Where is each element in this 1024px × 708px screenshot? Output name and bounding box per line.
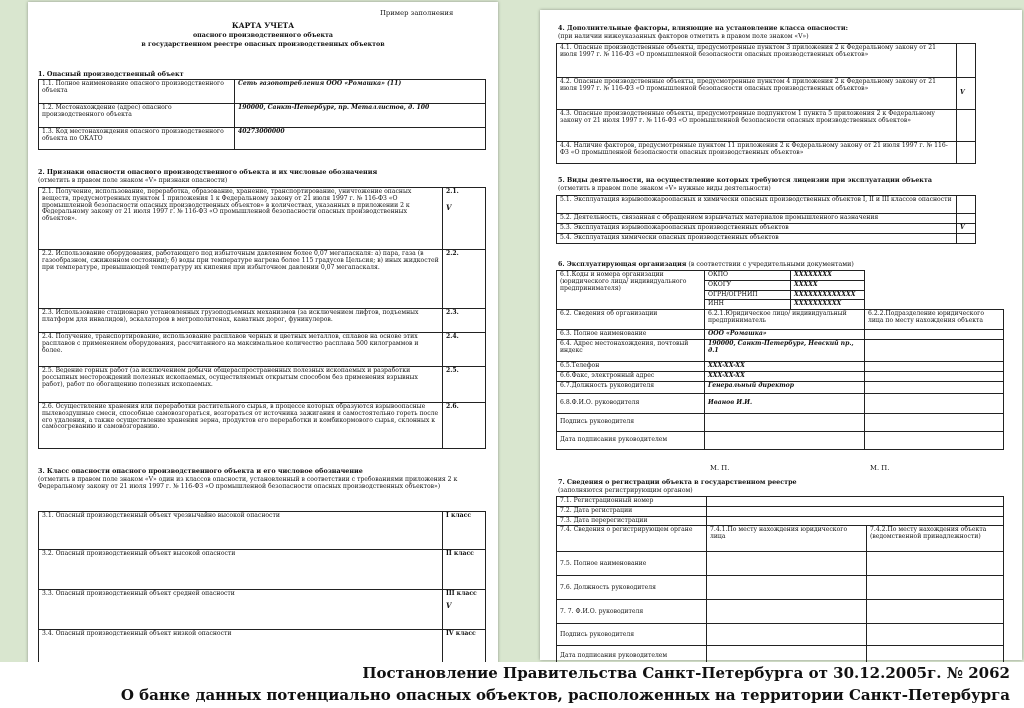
class-cell xyxy=(443,630,486,666)
table-row xyxy=(557,372,1004,382)
code-value: XXXXXXXXXX xyxy=(791,300,865,310)
table-row xyxy=(557,576,1004,600)
section-2-table xyxy=(38,187,486,449)
table-row xyxy=(39,550,486,590)
section-6-title: 6. Эксплуатирующая организация xyxy=(558,261,687,268)
factor-text: 4.1. Опасные производственные объекты, предусмотренные пунктом 3 приложения 2 к Федеральному закону от 21 июля 1997 г. № 116-ФЗ «О промышленной безопасности опасных производственных объектов» xyxy=(557,44,957,78)
section-4-sub: (при наличии нижеуказанных факторов отметить в правом поле знаком «V») xyxy=(558,33,809,40)
reg-row-value xyxy=(707,516,1004,526)
reg-org-label: 7.4. Сведения о регистрирующем органе xyxy=(557,526,707,552)
factor-mark xyxy=(957,44,976,78)
hazard-mark: V xyxy=(446,202,452,212)
code-name: ОКПО xyxy=(705,271,791,281)
table-row xyxy=(39,250,486,309)
org-col-1: 6.2.1.Юридическое лицо/ индивидуальный предприниматель xyxy=(705,310,865,330)
hazard-code: 2.3. xyxy=(446,309,459,316)
reg-row-label: 7.2. Дата регистрации xyxy=(557,506,707,516)
org-row-label: 6.7.Должность руководителя xyxy=(557,382,705,394)
reg-row-value xyxy=(707,576,867,600)
org-row-label: Дата подписания руководителем xyxy=(557,432,705,450)
section-2-heading: 2. Признаки опасности опасного производственного объекта и их числовые обозначения xyxy=(38,168,378,176)
factor-mark xyxy=(957,142,976,164)
table-row xyxy=(39,512,486,550)
hazard-code-cell xyxy=(443,309,486,333)
activity-mark xyxy=(957,214,976,224)
table-row xyxy=(557,44,976,78)
org-row-value: Генеральный директор xyxy=(705,382,865,394)
row-label: 1.1. Полное наименование опасного производственного объекта xyxy=(39,80,235,104)
code-name: ИНН xyxy=(705,300,791,310)
sample-label: Пример заполнения xyxy=(380,9,454,17)
reg-row-value xyxy=(867,600,1004,624)
section-3-table xyxy=(38,511,486,666)
hazard-text: 2.6. Осуществление хранения или переработки растительного сырья, в процессе которых образуются взрывоопасные пылевоздушные смеси, способные самовозгораться, возгораться от источника зажигания и самостоятельно гореть после его удаления, а также осуществление хранения зерна, продуктов его переработки и комбикормового сырья, склонных к самосогреванию и самовозгоранию. xyxy=(39,403,443,449)
class-name: III класс xyxy=(446,590,477,597)
hazard-code: 2.4. xyxy=(446,333,459,340)
table-row xyxy=(39,403,486,449)
table-row xyxy=(39,188,486,250)
hazard-text: 2.2. Использование оборудования, работающего под избыточным давлением более 0,07 мегапаскаля: а) пара, газа (в газообразном, сжиженном состоянии); б) воды при температуре нагрева более 115 градусов Цельсия; в) иных жидкостей при температуре, превышающей температуру их кипения при избыточном давлении 0,07 мегапаскаля. xyxy=(39,250,443,309)
card-subtitle-1: опасного производственного объекта xyxy=(192,32,333,39)
okato-value: 40273000000 xyxy=(235,128,486,150)
table-row xyxy=(39,333,486,367)
code-value: XXXXX xyxy=(791,280,865,290)
table-row xyxy=(557,330,1004,340)
table-row xyxy=(39,80,486,104)
section-5-heading: 5. Виды деятельности, на осуществление которых требуются лицензии при эксплуатации объекта xyxy=(558,176,933,184)
org-row-blank xyxy=(865,340,1004,362)
table-row xyxy=(39,128,486,150)
factor-text: 4.3. Опасные производственные объекты, предусмотренные подпунктом 1 пункта 5 приложения 2 к Федеральному закону от 21 июля 1997 г. № 116-ФЗ «О промышленной безопасности опасных производственных объектов» xyxy=(557,110,957,142)
class-cell xyxy=(443,590,486,630)
org-row-value: XXX-XX-XX xyxy=(705,362,865,372)
org-row-value: XXX-XX-XX xyxy=(705,372,865,382)
section-3-sub: (отметить в правом поле знаком «V» один из классов опасности, установленный в соответствии с требованиями приложения 2 к Федеральному закону от 21 июля 1997 г. № 116-ФЗ «О промышленной безопасности опасных производственных объектов») xyxy=(38,476,458,490)
reg-row-value xyxy=(707,600,867,624)
class-text: 3.1. Опасный производственный объект чрезвычайно высокой опасности xyxy=(39,512,443,550)
activity-mark xyxy=(957,196,976,214)
table-row xyxy=(557,624,1004,646)
hazard-text: 2.3. Использование стационарно установленных грузоподъемных механизмов (за исключением лифтов, подъемных платформ для инвалидов), эскалаторов в метрополитенах, канатных дорог, фуникулеров. xyxy=(39,309,443,333)
table-row xyxy=(557,214,976,224)
org-row-label: 6.3. Полное наименование xyxy=(557,330,705,340)
org-row-blank xyxy=(865,414,1004,432)
org-row-blank xyxy=(865,394,1004,414)
section-5-sub: (отметить в правом поле знаком «V» нужные виды деятельности) xyxy=(558,185,771,192)
code-name: ОКОГУ xyxy=(705,280,791,290)
section-6-heading xyxy=(558,261,854,268)
table-row xyxy=(557,506,1004,516)
org-row-label: 6.8.Ф.И.О. руководителя xyxy=(557,394,705,414)
section-4-table xyxy=(556,43,976,164)
hazard-text: 2.4. Получение, транспортирование, использование расплавов черных и цветных металлов, сплавов на основе этих расплавов с применением оборудования, рассчитанного на максимальное количество расплава 500 килограммов и более. xyxy=(39,333,443,367)
org-label: 6.2. Сведения об организации xyxy=(557,310,705,330)
reg-row-label: 7.3. Дата перерегистрации xyxy=(557,516,707,526)
table-row xyxy=(557,516,1004,526)
section-5-table xyxy=(556,195,976,244)
section-7-heading: 7. Сведения о регистрации объекта в государственном реестре xyxy=(558,478,797,486)
org-row-value xyxy=(705,432,865,450)
factor-text: 4.2. Опасные производственные объекты, предусмотренные пунктом 4 приложения 2 к Федеральному закону от 21 июля 1997 г. № 116-ФЗ «О промышленной безопасности опасных производственных объектов» xyxy=(557,78,957,110)
reg-row-value xyxy=(707,497,1004,507)
table-row xyxy=(557,526,1004,552)
table-row xyxy=(557,340,1004,362)
hazard-code: 2.5. xyxy=(446,367,459,374)
table-row xyxy=(39,309,486,333)
class-name: II класс xyxy=(446,550,474,557)
table-row xyxy=(557,600,1004,624)
section-6-note: (в соответствии с учредительными документами) xyxy=(686,261,854,268)
reg-org-col-1: 7.4.1.По месту нахождения юридического лица xyxy=(707,526,867,552)
reg-row-value xyxy=(867,624,1004,646)
org-row-blank xyxy=(865,372,1004,382)
table-row xyxy=(557,497,1004,507)
table-row xyxy=(39,104,486,128)
code-value: XXXXXXXX xyxy=(791,271,865,281)
section-6-table xyxy=(556,270,1004,450)
org-row-label: Подпись руководителя xyxy=(557,414,705,432)
org-row-value: ООО «Ромашка» xyxy=(705,330,865,340)
object-address-value: 190000, Санкт-Петербург, пр. Металлистов, д. 100 xyxy=(235,104,486,128)
activity-text: 5.1. Эксплуатация взрывопожароопасных и химически опасных производственных объектов I, II и III классов опасности xyxy=(557,196,957,214)
org-row-blank xyxy=(865,330,1004,340)
row-label: 1.3. Код местонахождения опасного производственного объекта по ОКАТО xyxy=(39,128,235,150)
reg-row-value xyxy=(867,552,1004,576)
hazard-code-cell xyxy=(443,333,486,367)
reg-row-label: Дата подписания руководителем xyxy=(557,646,707,666)
section-1-table xyxy=(38,79,486,150)
class-text: 3.4. Опасный производственный объект низкой опасности xyxy=(39,630,443,666)
table-row xyxy=(557,362,1004,372)
footer-line-1: Постановление Правительства Санкт-Петербурга от 30.12.2005г. № 2062 xyxy=(362,664,1010,682)
card-subtitle-2: в государственном реестре опасных производственных объектов xyxy=(141,41,385,48)
org-row-label: 6.5.Телефон xyxy=(557,362,705,372)
table-row xyxy=(557,271,1004,281)
class-cell xyxy=(443,550,486,590)
org-col-2: 6.2.2.Подразделение юридического лица по месту нахождения объекта xyxy=(865,310,1004,330)
hazard-code: 2.2. xyxy=(446,250,459,257)
hazard-code-cell xyxy=(443,250,486,309)
reg-row-label: Подпись руководителя xyxy=(557,624,707,646)
object-name-value: Сеть газопотребления ООО «Ромашка» (11) xyxy=(235,80,486,104)
left-page xyxy=(28,2,498,664)
org-row-blank xyxy=(865,432,1004,450)
card-title: КАРТА УЧЕТА xyxy=(231,21,295,30)
reg-row-value xyxy=(867,576,1004,600)
table-row xyxy=(557,224,976,234)
class-mark: V xyxy=(446,600,452,610)
section-4-heading: 4. Дополнительные факторы, влияющие на установление класса опасности: xyxy=(558,24,848,32)
table-row xyxy=(557,78,976,110)
reg-row-value xyxy=(707,552,867,576)
activity-mark: V xyxy=(957,224,976,234)
org-row-blank xyxy=(865,362,1004,372)
table-row xyxy=(39,630,486,666)
footer-caption xyxy=(0,662,1024,708)
factor-text: 4.4. Наличие факторов, предусмотренные пунктом 11 приложения 2 к Федеральному закону от 21 июля 1997 г. № 116-ФЗ «О промышленной безопасности опасных производственных объектов» xyxy=(557,142,957,164)
factor-mark: V xyxy=(957,78,976,110)
class-text: 3.2. Опасный производственный объект высокой опасности xyxy=(39,550,443,590)
class-cell xyxy=(443,512,486,550)
class-name: IV класс xyxy=(446,630,476,637)
table-row xyxy=(557,234,976,244)
activity-text: 5.3. Эксплуатация взрывопожароопасных производственных объектов xyxy=(557,224,957,234)
hazard-code-cell xyxy=(443,403,486,449)
table-row xyxy=(557,142,976,164)
activity-mark xyxy=(957,234,976,244)
stamp-place-2: М. П. xyxy=(870,464,890,472)
org-row-value xyxy=(705,414,865,432)
code-value: XXXXXXXXXXXXX xyxy=(791,290,865,300)
reg-org-col-2: 7.4.2.По месту нахождения объекта (ведомственной принадлежности) xyxy=(867,526,1004,552)
org-row-value: 190000, Санкт-Петербург, Невский пр., д.1 xyxy=(705,340,865,362)
table-row xyxy=(557,110,976,142)
activity-text: 5.4. Эксплуатация химически опасных производственных объектов xyxy=(557,234,957,244)
reg-row-label: 7.5. Полное наименование xyxy=(557,552,707,576)
table-row xyxy=(39,367,486,403)
reg-row-label: 7.1. Регистрационный номер xyxy=(557,497,707,507)
codes-blank xyxy=(865,271,1004,310)
section-3-heading: 3. Класс опасности опасного производственного объекта и его числовое обозначение xyxy=(38,467,363,475)
hazard-code-cell xyxy=(443,367,486,403)
org-row-value: Иванов И.И. xyxy=(705,394,865,414)
org-row-blank xyxy=(865,382,1004,394)
stamp-place-1: М. П. xyxy=(710,464,730,472)
codes-label: 6.1.Коды и номера организации (юридического лица/ индивидуального предпринимателя) xyxy=(557,271,705,310)
class-text: 3.3. Опасный производственный объект средней опасности xyxy=(39,590,443,630)
hazard-text: 2.1. Получение, использование, переработка, образование, хранение, транспортирование, уничтожение опасных веществ, предусмотренных пунктом 1 приложения 1 к Федеральному закону от 21 июля 1997 г. № 116-ФЗ «О промышленной безопасности опасных производственных объектов» в количествах, указанных в приложении 2 к Федеральному закону от 21 июля 1997 г. № 116-ФЗ «О промышленной безопасности опасных производственных объектов». xyxy=(39,188,443,250)
reg-row-value xyxy=(707,624,867,646)
table-row xyxy=(557,196,976,214)
table-row xyxy=(557,394,1004,414)
hazard-code-cell xyxy=(443,188,486,250)
section-2-sub: (отметить в правом поле знаком «V» признаки опасности) xyxy=(38,177,228,184)
section-7-table xyxy=(556,496,1004,666)
table-row xyxy=(557,382,1004,394)
class-name: I класс xyxy=(446,512,472,519)
org-row-label: 6.6.Факс, электронный адрес xyxy=(557,372,705,382)
section-1-heading: 1. Опасный производственный объект xyxy=(38,70,184,78)
reg-row-label: 7.6. Должность руководителя xyxy=(557,576,707,600)
table-row xyxy=(557,310,1004,330)
table-row xyxy=(39,590,486,630)
hazard-code: 2.1. xyxy=(446,188,459,195)
table-row xyxy=(557,552,1004,576)
reg-row-label: 7. 7. Ф.И.О. руководителя xyxy=(557,600,707,624)
reg-row-value xyxy=(707,506,1004,516)
right-page xyxy=(540,10,1022,660)
row-label: 1.2. Местонахождение (адрес) опасного производственного объекта xyxy=(39,104,235,128)
table-row xyxy=(557,414,1004,432)
activity-text: 5.2. Деятельность, связанная с обращением взрывчатых материалов промышленного назначения xyxy=(557,214,957,224)
footer-line-2: О банке данных потенциально опасных объектов, расположенных на территории Санкт-Петербурга xyxy=(120,686,1010,704)
code-name: ОГРН/ОГРНИП xyxy=(705,290,791,300)
hazard-text: 2.5. Ведение горных работ (за исключением добычи общераспространенных полезных ископаемых и разработки россыпных месторождений полезных ископаемых, осуществляемых открытым способом без применения взрывных работ), работ по обогащению полезных ископаемых. xyxy=(39,367,443,403)
org-row-label: 6.4. Адрес местонахождения, почтовый индекс xyxy=(557,340,705,362)
section-7-sub: (заполняются регистрирующим органом) xyxy=(558,487,693,494)
factor-mark xyxy=(957,110,976,142)
hazard-code: 2.6. xyxy=(446,403,459,410)
table-row xyxy=(557,432,1004,450)
